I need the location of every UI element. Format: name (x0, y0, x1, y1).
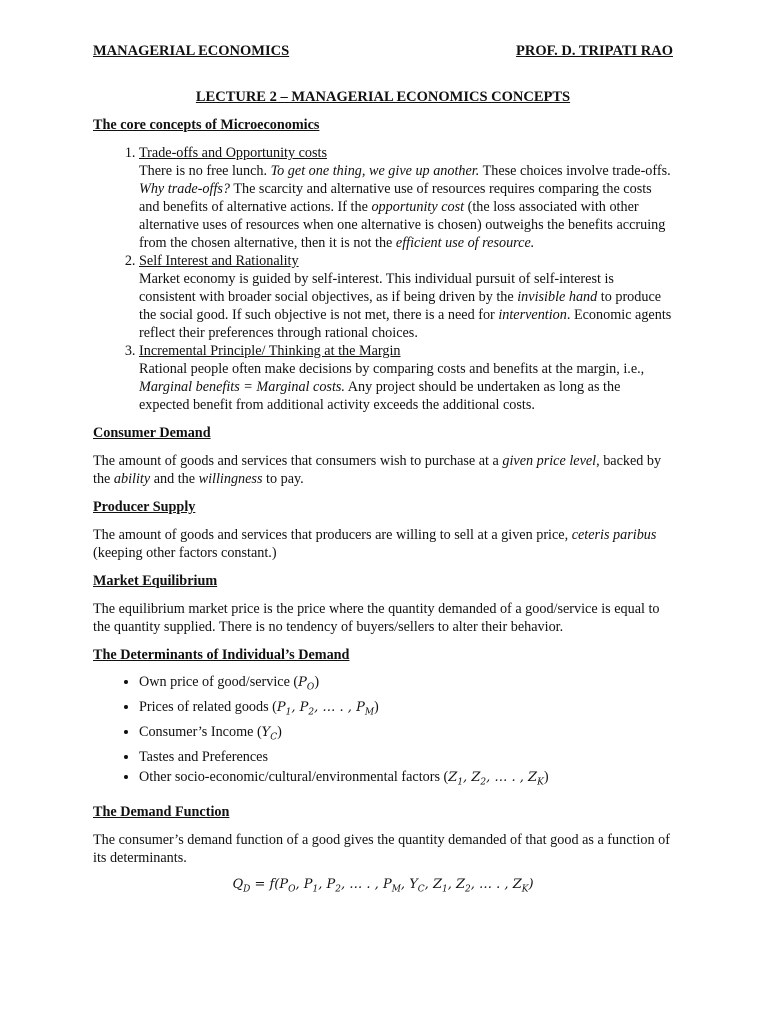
section-heading: Consumer Demand (93, 425, 211, 441)
determinants-section (93, 646, 673, 793)
math-expression: $P_O$ (298, 675, 315, 693)
document-page (93, 42, 673, 898)
item-paragraph: Rational people often make decisions by comparing costs and benefits at the margin, i.e., Marginal benefits = Marginal costs. Any project should be undertaken as long as the expected benefit from additional activity exceeds the additional costs. (139, 361, 645, 413)
section-paragraph: The consumer’s demand function of a good gives the quantity demanded of that good as a function of its determinants. (93, 831, 670, 866)
market-equilibrium-section (93, 572, 673, 636)
list-item: • Consumer’s Income $(Y_C)$ (139, 723, 673, 748)
lecture-title: LECTURE 2 – MANAGERIAL ECONOMICS CONCEPTS (195, 89, 571, 105)
list-item (139, 342, 673, 414)
item-title: Trade-offs and Opportunity costs (139, 145, 327, 161)
math-expression: $P_1$, $P_2$, … . , $P_M$ (276, 700, 375, 718)
section-heading: Market Equilibrium (93, 573, 218, 589)
producer-supply-section (93, 498, 673, 562)
math-expression: $Y_C$ (261, 725, 278, 743)
demand-equation: $Q_D = f(P_O$, $P_1$, $P_2$, … . , $P_M$, $Y_C$, $Z_1$, $Z_2$, … . , $Z_K$) (232, 876, 534, 895)
section-paragraph: The equilibrium market price is the price where the quantity demanded of a good/service is equal to the quantity supplied. There is no tendency of buyers/sellers to alter their behavior. (93, 601, 660, 635)
core-concepts-heading: The core concepts of Microeconomics (93, 117, 320, 133)
list-item: • Tastes and Preferences (139, 748, 673, 768)
section-heading: The Demand Function (93, 803, 230, 820)
list-item (139, 252, 673, 342)
header-left: MANAGERIAL ECONOMICS (93, 43, 290, 59)
list-item (139, 144, 673, 252)
item-title: Self Interest and Rationality (139, 253, 299, 269)
section-heading: The Determinants of Individual’s Demand (93, 647, 350, 663)
demand-function-section (93, 803, 673, 899)
consumer-demand-section (93, 424, 673, 488)
section-paragraph: The amount of goods and services that consumers wish to purchase at a given price level, backed by the ability and the willingness to pay. (93, 453, 662, 487)
list-item: • Other socio-economic/cultural/environmental factors ($Z_1$, $Z_2$, … . , $Z_K$) (139, 768, 673, 793)
section-paragraph: The amount of goods and services that producers are willing to sell at a given price, ceteris paribus (keeping other factors constant.) (93, 527, 657, 561)
item-paragraph: Why trade-offs? The scarcity and alternative use of resources requires comparing the costs and benefits of alternative actions. If the opportunity cost (the loss associated with other alternative uses of resources when one alternative is chosen) outweighs the benefits accruing from the chosen alternative, then it is not the efficient use of resource. (139, 181, 666, 251)
section-heading: Producer Supply (93, 499, 196, 515)
item-title: Incremental Principle/ Thinking at the Margin (139, 343, 401, 359)
math-expression: $Z_1$, $Z_2$, … . , $Z_K$ (448, 769, 544, 788)
determinants-list (93, 673, 673, 793)
core-concepts-list (93, 144, 673, 414)
header-right: PROF. D. TRIPATI RAO (516, 43, 673, 59)
list-item: • Prices of related goods ($P_1$, $P_2$, … . , $P_M$) (139, 698, 673, 723)
list-item: • Own price of good/service $(P_O)$ (139, 673, 673, 698)
item-paragraph: Market economy is guided by self-interest. This individual pursuit of self-interest is consistent with broader social objectives, as if being driven by the invisible hand to produce the social good. If such objective is not met, there is a need for intervention. Economic agents reflect their preferences through rational choices. (139, 271, 672, 341)
page-header (93, 42, 673, 60)
item-paragraph: There is no free lunch. To get one thing, we give up another. These choices involve trade-offs. (139, 163, 671, 179)
